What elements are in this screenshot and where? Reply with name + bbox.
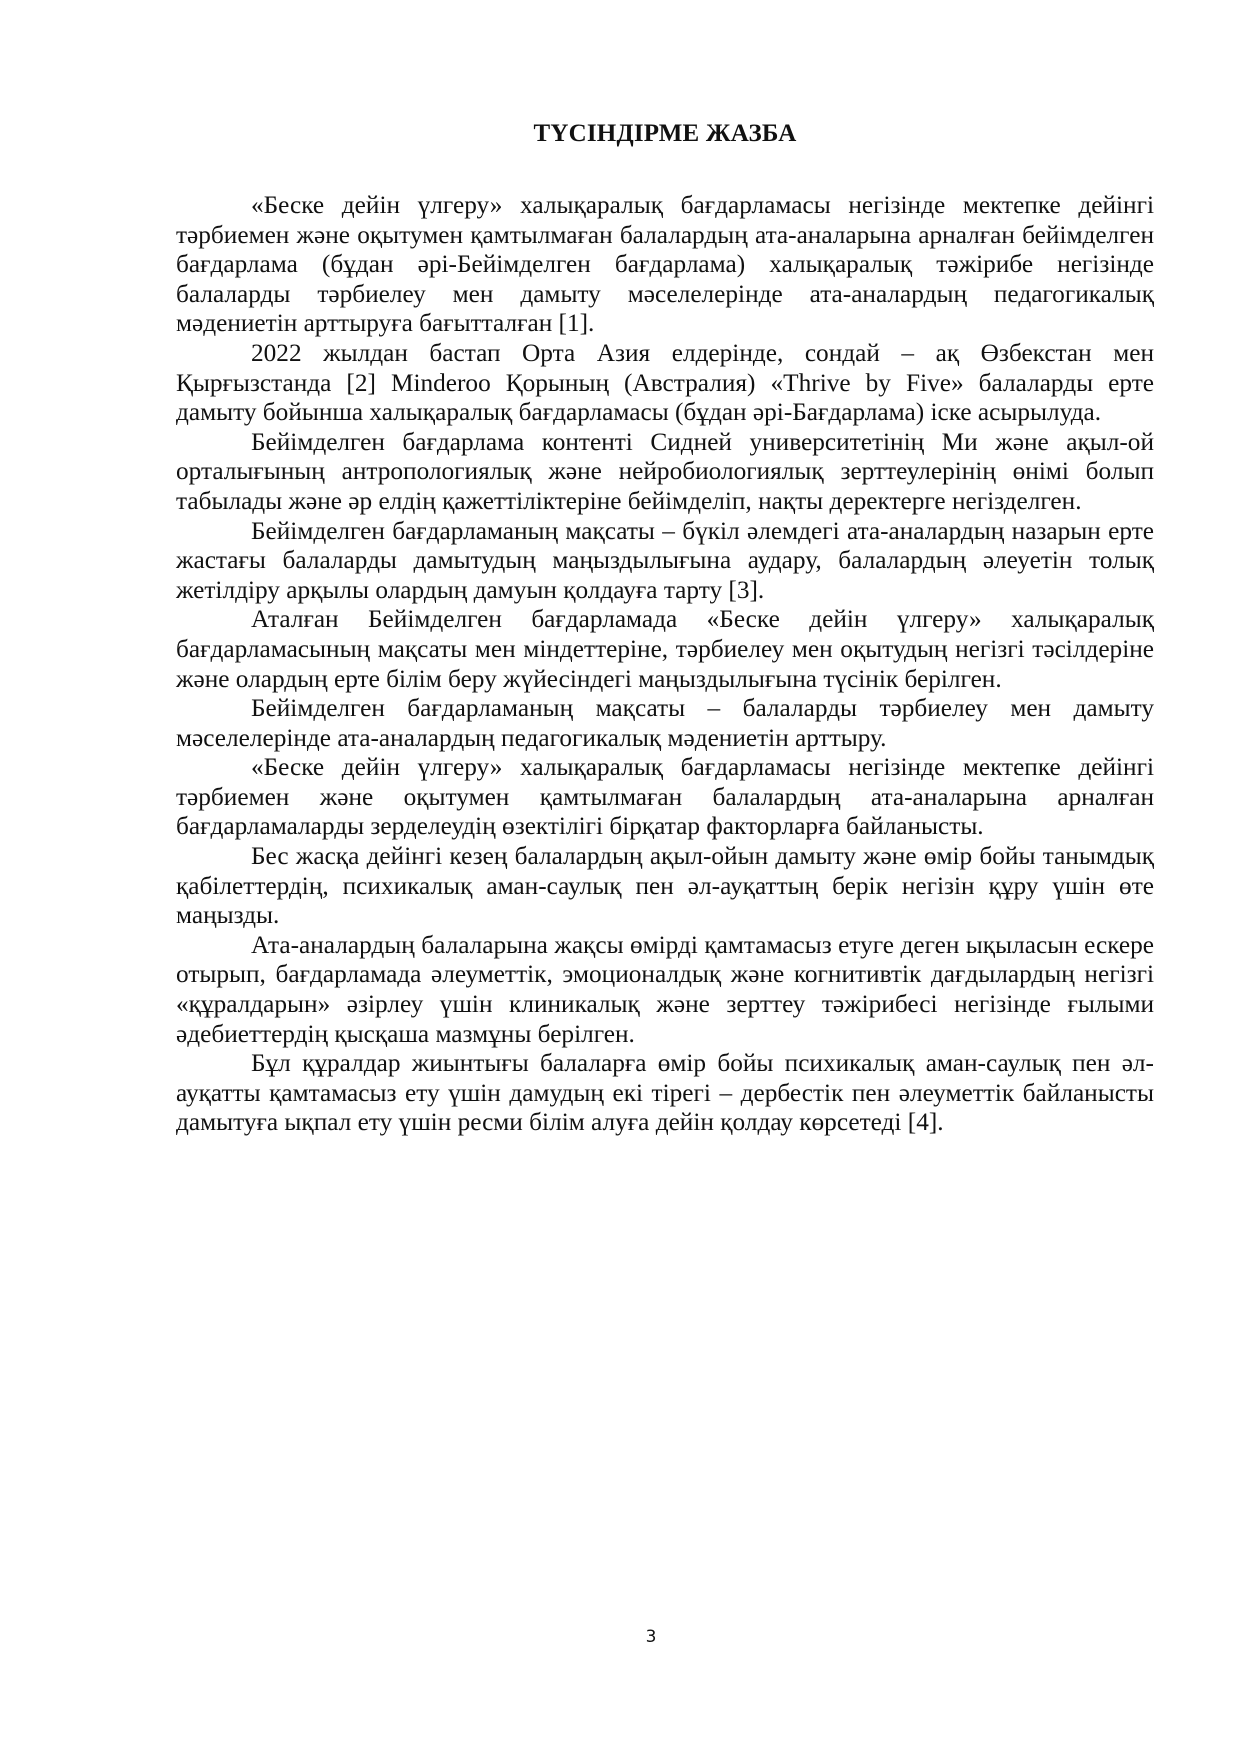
paragraph: Ата-аналардың балаларына жақсы өмірді қамтамасыз етуге деген ықыласын ескере отырып, бағдарламада әлеуметтік, эмоционалдық және когнитивтік дағдылардың негізгі «құралдарын» әзірлеу үшін клиникалық және зерттеу тәжірибесі негізінде ғылыми әдебиеттердің қысқаша мазмұны берілген. xyxy=(176,930,1154,1048)
paragraph: Бес жасқа дейінгі кезең балалардың ақыл-ойын дамыту және өмір бойы танымдық қабілеттердің, психикалық аман-саулық пен әл-ауқаттың берік негізін құру үшін өте маңызды. xyxy=(176,842,1154,930)
paragraph: 2022 жылдан бастап Орта Азия елдерінде, сондай – ақ Өзбекстан мен Қырғызстанда [2] Minderoo Қорының (Австралия) «Thrive by Five» балаларды ерте дамыту бойынша халықаралық бағдарламасы (бұдан әрі-Бағдарлама) іске асырылуда. xyxy=(176,338,1154,427)
paragraph: Бейімделген бағдарламаның мақсаты – балаларды тәрбиелеу мен дамыту мәселелерінде ата-аналардың педагогикалық мәдениетін арттыру. xyxy=(176,694,1154,752)
paragraph: «Беске дейін үлгеру» халықаралық бағдарламасы негізінде мектепке дейінгі тәрбиемен және оқытумен қамтылмаған балалардың ата-аналарына арналған бейімделген бағдарлама (бұдан әрі-Бейімделген бағдарлама) халықаралық тәжірибе негізінде балаларды тәрбиелеу мен дамыту мәселелерінде ата-аналардың педагогикалық мәдениетін арттыруға бағытталған [1]. xyxy=(176,191,1154,338)
paragraph: Бейімделген бағдарламаның мақсаты – бүкіл әлемдегі ата-аналардың назарын ерте жастағы балаларды дамытудың маңыздылығына аудару, балалардың әлеуетін толық жетілдіру арқылы олардың дамуын қолдауға тарту [3]. xyxy=(176,516,1154,604)
document-body xyxy=(176,191,1154,1138)
paragraph: Бейімделген бағдарлама контенті Сидней университетінің Ми және ақыл-ой орталығының антропологиялық және нейробиологиялық зерттеулерінің өнімі болып табылады және әр елдің қажеттіліктеріне бейімделіп, нақты деректерге негізделген. xyxy=(176,427,1154,515)
paragraph: Аталған Бейімделген бағдарламада «Беске дейін үлгеру» халықаралық бағдарламасының мақсаты мен міндеттеріне, тәрбиелеу мен оқытудың негізгі тәсілдеріне және олардың ерте білім беру жүйесіндегі маңыздылығына түсінік берілген. xyxy=(176,605,1154,693)
paragraph: Бұл құралдар жиынтығы балаларға өмір бойы психикалық аман-саулық пен әл-ауқатты қамтамасыз ету үшін дамудың екі тірегі – дербестік пен әлеуметтік байланысты дамытуға ықпал ету үшін ресми білім алуға дейін қолдау көрсетеді [4]. xyxy=(176,1049,1154,1137)
page-number: 3 xyxy=(645,1627,657,1647)
paragraph: «Беске дейін үлгеру» халықаралық бағдарламасы негізінде мектепке дейінгі тәрбиемен және оқытумен қамтылмаған балалардың ата-аналарына арналған бағдарламаларды зерделеудің өзектілігі бірқатар факторларға байланысты. xyxy=(176,753,1154,841)
page-title: ТҮСІНДІРМЕ ЖАЗБА xyxy=(533,120,797,147)
